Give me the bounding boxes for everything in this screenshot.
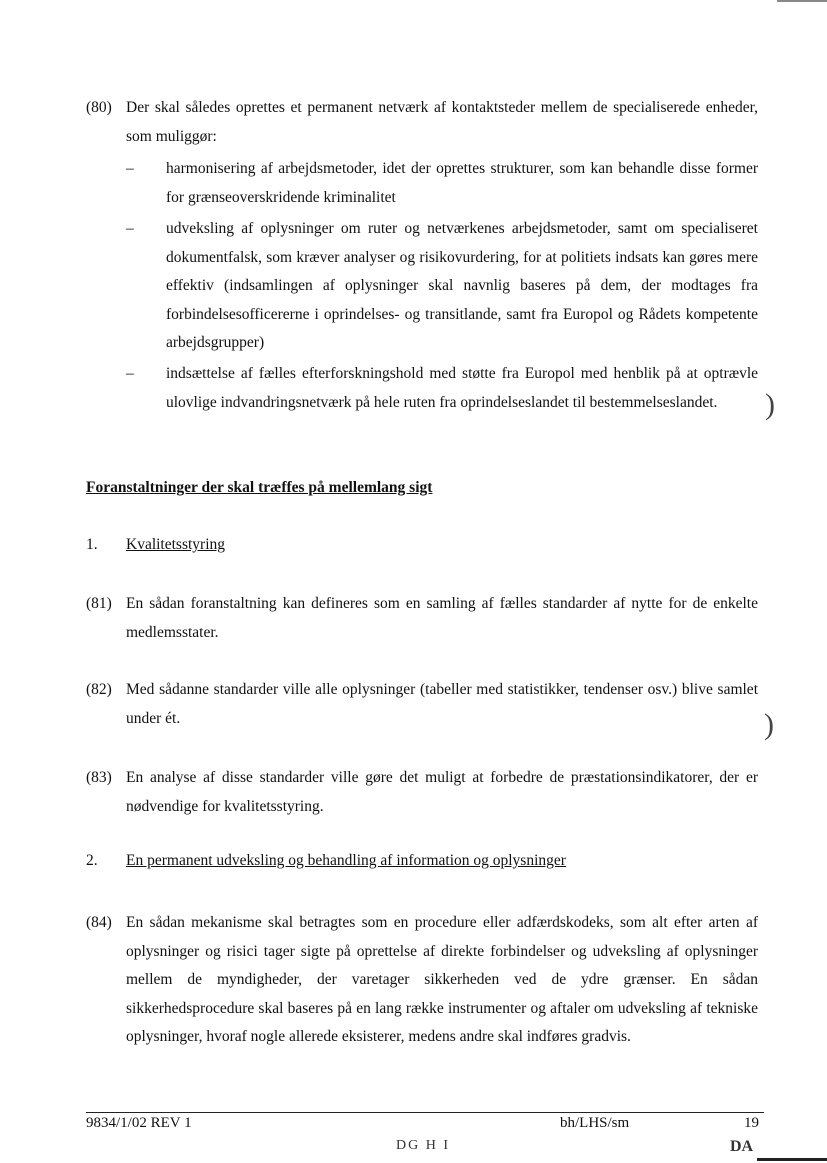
paragraph-number: (84): [86, 914, 112, 931]
paragraph-text: Med sådanne standarder ville alle oplysninger (tabeller med statistikker, tendenser osv.) blive samlet under ét.: [126, 681, 758, 727]
bullet-text: udveksling af oplysninger om ruter og netværkenes arbejdsmetoder, samt om specialiseret dokumentfalsk, som kræver analyser og risikovurdering, for at politiets indsats kan gøres mere effektiv (indsamlingen af oplysninger skal navnlig baseres på dem, der modtages fra forbindelsesofficererne i oprindelses- og transitlande, samt fra Europol og Rådets kompetente arbejdsgrupper): [166, 220, 758, 351]
paragraph-84: [86, 909, 758, 1052]
paragraph-number: (83): [86, 769, 112, 786]
paragraph-text: En analyse af disse standarder ville gøre det muligt at forbedre de præstationsindikatorer, der er nødvendige for kvalitetsstyring.: [126, 769, 758, 815]
footer-page-number: 19: [744, 1115, 759, 1131]
subsection-number: 2.: [86, 852, 98, 869]
paragraph-83: [86, 764, 758, 821]
paragraph-number: (82): [86, 681, 112, 698]
bullet-dash: –: [126, 220, 134, 237]
section-heading: Foranstaltninger der skal træffes på mellemlang sigt: [86, 479, 433, 496]
subsection-number: 1.: [86, 536, 98, 553]
paragraph-82: [86, 676, 758, 733]
bullet-text: harmonisering af arbejdsmetoder, idet der oprettes strukturer, som kan behandle disse former for grænseoverskridende kriminalitet: [166, 160, 758, 206]
paragraph-81: [86, 590, 758, 647]
paragraph-80: [86, 94, 758, 151]
bullet-item: [126, 155, 758, 212]
footer-rule: [86, 1112, 764, 1113]
paragraph-number: (80): [86, 99, 112, 116]
subsection-title: En permanent udveksling og behandling af information og oplysninger: [126, 852, 566, 869]
footer-dg: DG H I: [396, 1138, 450, 1153]
subsection-1: [86, 536, 225, 554]
bullet-item: [126, 215, 758, 358]
paragraph-text: Der skal således oprettes et permanent netværk af kontaktsteder mellem de specialiserede enheder, som muliggør:: [126, 99, 758, 145]
scan-edge-line: [757, 1158, 827, 1161]
scan-edge-line: [777, 0, 827, 2]
footer-doc-ref: 9834/1/02 REV 1: [86, 1115, 192, 1131]
scan-artifact: ): [764, 708, 774, 741]
subsection-title: Kvalitetsstyring: [126, 536, 226, 553]
bullet-dash: –: [126, 160, 134, 177]
footer-initials: bh/LHS/sm: [560, 1115, 630, 1131]
paragraph-text: En sådan foranstaltning kan defineres som en samling af fælles standarder af nytte for de enkelte medlemsstater.: [126, 595, 758, 641]
bullet-item: [126, 360, 758, 417]
bullet-dash: –: [126, 365, 134, 382]
paragraph-number: (81): [86, 595, 112, 612]
bullet-text: indsættelse af fælles efterforskningshold med støtte fra Europol med henblik på at optrævle ulovlige indvandringsnetværk på hele ruten fra oprindelseslandet til bestemmelseslandet.: [166, 365, 758, 411]
subsection-2: [86, 852, 566, 870]
scan-artifact: ): [765, 388, 775, 421]
paragraph-text: En sådan mekanisme skal betragtes som en procedure eller adfærdskodeks, som alt efter arten af oplysninger og risici tager sigte på oprettelse af direkte forbindelser og udveksling af oplysninger mellem de myndigheder, der varetager sikkerheden ved de ydre grænser. En sådan sikkerhedsprocedure skal baseres på en lang række instrumenter og aftaler om udveksling af tekniske oplysninger, hvoraf nogle allerede eksisterer, medens andre skal indføres gradvis.: [126, 914, 758, 1045]
footer-language: DA: [730, 1138, 754, 1155]
